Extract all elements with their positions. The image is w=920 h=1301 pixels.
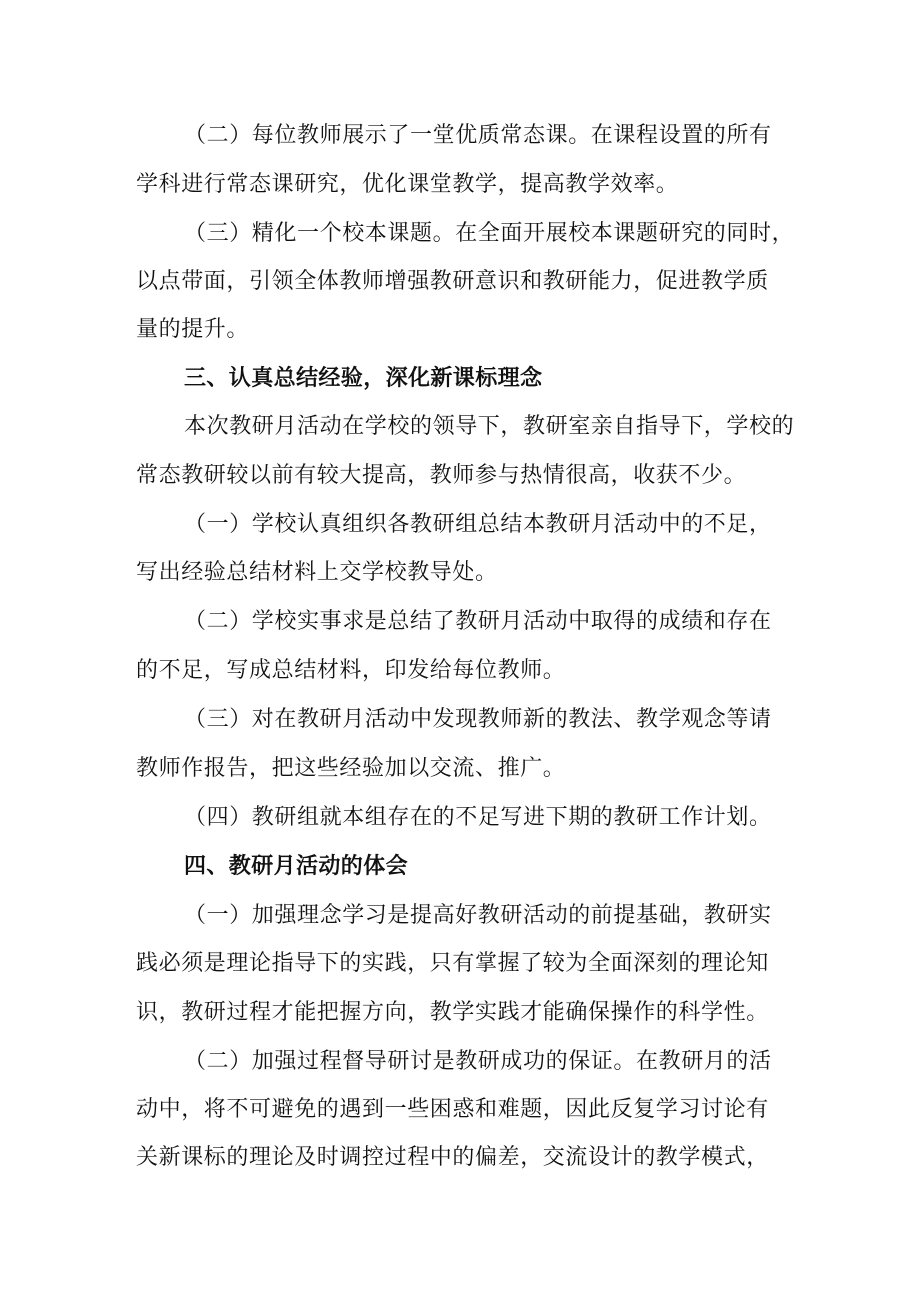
paragraph-line: 关新课标的理论及时调控过程中的偏差，交流设计的教学模式，	[136, 1145, 769, 1170]
paragraph-line: 学科进行常态课研究，优化课堂教学，提高教学效率。	[136, 172, 679, 197]
paragraph-line: 量的提升。	[136, 317, 250, 342]
section-heading-3: 三、认真总结经验，深化新课标理念	[184, 366, 543, 391]
section-heading-4: 四、教研月活动的体会	[184, 854, 409, 879]
paragraph-line: （四）教研组就本组存在的不足写进下期的教研工作计划。	[184, 805, 772, 830]
paragraph-line: 以点带面，引领全体教师增强教研意识和教研能力，促进教学质	[136, 269, 769, 294]
paragraph-line: 本次教研月活动在学校的领导下，教研室亲自指导下，学校的	[184, 414, 795, 439]
paragraph-line: 教师作报告，把这些经验加以交流、推广。	[136, 756, 566, 781]
paragraph-line: 动中，将不可避免的遇到一些困惑和难题，因此反复学习讨论有	[136, 1097, 769, 1122]
paragraph-line: （一）加强理念学习是提高好教研活动的前提基础，教研实	[184, 903, 772, 928]
paragraph-line: （一）学校认真组织各教研组总结本教研月活动中的不足，	[184, 512, 772, 537]
paragraph-line: （二）学校实事求是总结了教研月活动中取得的成绩和存在	[184, 609, 772, 634]
paragraph-line: 践必须是理论指导下的实践，只有掌握了较为全面深刻的理论知	[136, 951, 769, 976]
paragraph-line: （三）对在教研月活动中发现教师新的教法、教学观念等请	[184, 707, 772, 732]
paragraph-line: （二）每位教师展示了一堂优质常态课。在课程设置的所有	[184, 123, 772, 148]
paragraph-line: 的不足，写成总结材料，印发给每位教师。	[136, 658, 566, 683]
paragraph-line: 识，教研过程才能把握方向，教学实践才能确保操作的科学性。	[136, 1000, 769, 1025]
paragraph-line: （二）加强过程督导研讨是教研成功的保证。在教研月的活	[184, 1049, 772, 1074]
paragraph-line: 常态教研较以前有较大提高，教师参与热情很高，收获不少。	[136, 463, 747, 488]
paragraph-line: 写出经验总结材料上交学校教导处。	[136, 560, 498, 585]
paragraph-line: （三）精化一个校本课题。在全面开展校本课题研究的同时，	[184, 221, 795, 246]
